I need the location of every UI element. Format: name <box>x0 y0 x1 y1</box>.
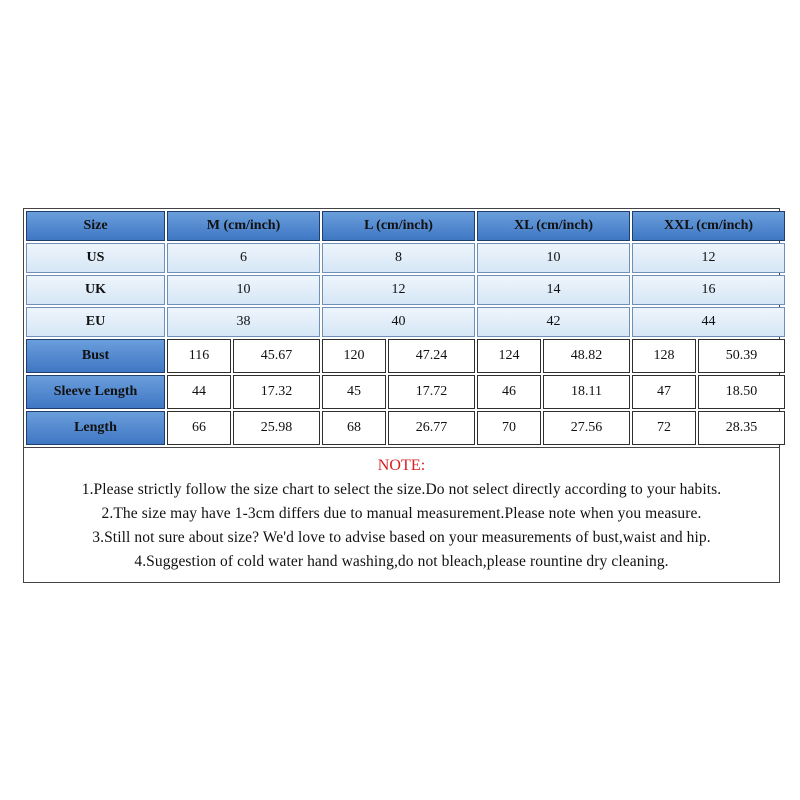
table-row <box>26 339 785 373</box>
table-cell: 28.35 <box>698 411 785 445</box>
note-item: 1.Please strictly follow the size chart to select the size.Do not select directly according to your habits. <box>81 481 722 498</box>
table-cell: 47 <box>632 375 696 409</box>
row-label: Length <box>26 411 165 445</box>
size-table <box>24 209 787 447</box>
table-header-row <box>26 211 785 241</box>
table-cell: 8 <box>322 243 475 273</box>
table-cell: 18.11 <box>543 375 630 409</box>
table-cell: 17.32 <box>233 375 320 409</box>
row-label: UK <box>26 275 165 305</box>
table-row <box>26 243 785 273</box>
table-row <box>26 375 785 409</box>
note-item: 3.Still not sure about size? We'd love to advise based on your measurements of bust,waist and hip. <box>92 529 711 546</box>
table-cell: 40 <box>322 307 475 337</box>
note-item: 4.Suggestion of cold water hand washing,do not bleach,please rountine dry cleaning. <box>134 553 669 570</box>
row-label: Sleeve Length <box>26 375 165 409</box>
table-cell: 47.24 <box>388 339 475 373</box>
table-cell: 72 <box>632 411 696 445</box>
row-label: Bust <box>26 339 165 373</box>
note-item: 2.The size may have 1-3cm differs due to manual measurement.Please note when you measure. <box>101 505 702 522</box>
notes-list <box>24 478 779 574</box>
row-label: US <box>26 243 165 273</box>
table-cell: 12 <box>322 275 475 305</box>
table-cell: 44 <box>632 307 785 337</box>
table-cell: 16 <box>632 275 785 305</box>
table-cell: 128 <box>632 339 696 373</box>
table-cell: 66 <box>167 411 231 445</box>
table-cell: 10 <box>477 243 630 273</box>
table-cell: 18.50 <box>698 375 785 409</box>
table-cell: 10 <box>167 275 320 305</box>
table-cell: 68 <box>322 411 386 445</box>
size-chart <box>23 208 780 583</box>
header-cell: XL (cm/inch) <box>477 211 630 241</box>
table-cell: 17.72 <box>388 375 475 409</box>
table-cell: 27.56 <box>543 411 630 445</box>
table-cell: 14 <box>477 275 630 305</box>
header-cell: XXL (cm/inch) <box>632 211 785 241</box>
table-row <box>26 307 785 337</box>
header-cell: L (cm/inch) <box>322 211 475 241</box>
table-cell: 44 <box>167 375 231 409</box>
table-cell: 124 <box>477 339 541 373</box>
table-cell: 45.67 <box>233 339 320 373</box>
table-row <box>26 411 785 445</box>
table-cell: 6 <box>167 243 320 273</box>
row-label: EU <box>26 307 165 337</box>
header-cell: Size <box>26 211 165 241</box>
table-cell: 45 <box>322 375 386 409</box>
table-cell: 38 <box>167 307 320 337</box>
table-cell: 12 <box>632 243 785 273</box>
header-cell: M (cm/inch) <box>167 211 320 241</box>
table-cell: 120 <box>322 339 386 373</box>
table-cell: 48.82 <box>543 339 630 373</box>
table-cell: 70 <box>477 411 541 445</box>
table-cell: 26.77 <box>388 411 475 445</box>
notes-title: NOTE: <box>377 457 426 474</box>
table-cell: 25.98 <box>233 411 320 445</box>
table-cell: 116 <box>167 339 231 373</box>
table-cell: 50.39 <box>698 339 785 373</box>
table-cell: 46 <box>477 375 541 409</box>
table-cell: 42 <box>477 307 630 337</box>
table-row <box>26 275 785 305</box>
notes-section <box>24 447 779 582</box>
